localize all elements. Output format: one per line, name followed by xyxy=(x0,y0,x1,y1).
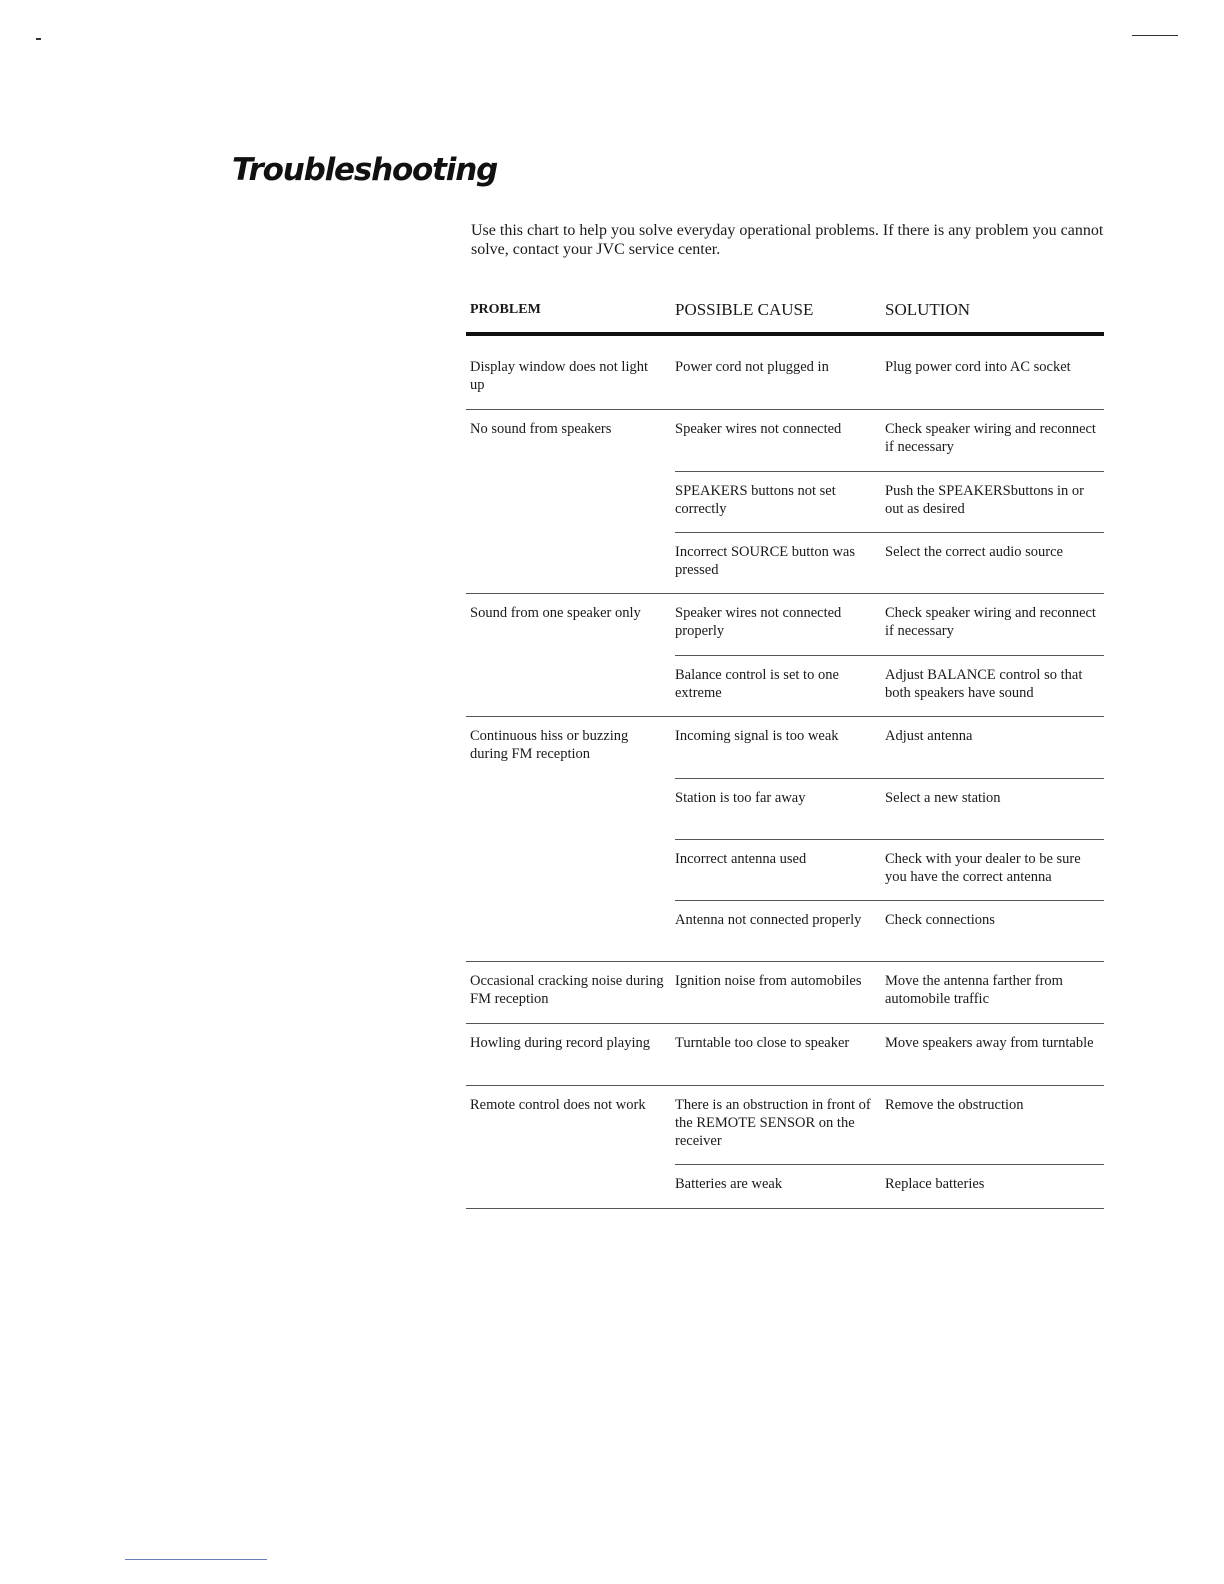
scan-mark-left xyxy=(36,38,41,40)
solution-cell: Plug power cord into AC socket xyxy=(885,359,1071,375)
solution-cell: Remove the obstruction xyxy=(885,1097,1024,1113)
problem-cell: Remote control does not work xyxy=(470,1097,646,1113)
problem-cell: Continuous hiss or buzzing during FM reception xyxy=(470,728,629,762)
cause-cell: Balance control is set to one extreme xyxy=(675,667,839,701)
solution-cell: Move the antenna farther from automobile traffic xyxy=(885,973,1063,1007)
cause-row xyxy=(675,778,1104,839)
solution-cell: Select the correct audio source xyxy=(885,544,1063,560)
cause-cell: Turntable too close to speaker xyxy=(675,1035,850,1051)
problem-cell: Occasional cracking noise during FM reception xyxy=(470,973,664,1007)
solution-cell: Check speaker wiring and reconnect if necessary xyxy=(885,421,1096,455)
solution-cell: Push the SPEAKERSbuttons in or out as desired xyxy=(885,483,1084,517)
cause-row xyxy=(675,471,1104,532)
solution-cell: Adjust antenna xyxy=(885,728,973,744)
cause-row xyxy=(675,1086,1104,1164)
table-row xyxy=(466,348,1104,410)
cause-row xyxy=(675,1024,1104,1085)
table-row xyxy=(466,1086,1104,1209)
cause-cell: Batteries are weak xyxy=(675,1176,783,1192)
cause-row xyxy=(675,900,1104,961)
cause-cell: Incoming signal is too weak xyxy=(675,728,839,744)
table-row xyxy=(466,410,1104,594)
cause-row xyxy=(675,532,1104,593)
intro-paragraph: Use this chart to help you solve everyday operational problems. If there is any problem you cannot solve, contact your JVC service center. xyxy=(471,222,1104,258)
cause-row xyxy=(675,1164,1104,1208)
problem-cell: No sound from speakers xyxy=(470,421,612,437)
cause-cell: Power cord not plugged in xyxy=(675,359,829,375)
table-row xyxy=(466,594,1104,717)
cause-cell: Ignition noise from automobiles xyxy=(675,973,862,989)
table-row xyxy=(466,1024,1104,1086)
solution-cell: Check with your dealer to be sure you have the correct antenna xyxy=(885,851,1081,885)
table-header xyxy=(466,300,1104,332)
header-rule xyxy=(466,332,1104,336)
table-row xyxy=(466,962,1104,1024)
header-possible-cause: POSSIBLE CAUSE xyxy=(675,300,814,319)
cause-cell: Speaker wires not connected properly xyxy=(675,605,842,639)
page-title: Troubleshooting xyxy=(232,152,498,188)
header-problem: PROBLEM xyxy=(470,302,541,317)
problem-cell: Sound from one speaker only xyxy=(470,605,641,621)
cause-cell: Speaker wires not connected xyxy=(675,421,842,437)
cause-row xyxy=(675,410,1104,471)
cause-cell: Station is too far away xyxy=(675,790,806,806)
cause-row xyxy=(675,594,1104,655)
solution-cell: Adjust BALANCE control so that both speakers have sound xyxy=(885,667,1083,701)
header-solution: SOLUTION xyxy=(885,300,970,319)
cause-cell: SPEAKERS buttons not set correctly xyxy=(675,483,836,517)
cause-row xyxy=(675,717,1104,778)
problem-cell: Display window does not light up xyxy=(470,359,649,393)
table-row xyxy=(466,717,1104,962)
solution-cell: Move speakers away from turntable xyxy=(885,1035,1094,1051)
scan-mark-bottom xyxy=(125,1559,267,1560)
solution-cell: Select a new station xyxy=(885,790,1001,806)
problem-cell: Howling during record playing xyxy=(470,1035,651,1051)
cause-cell: Incorrect antenna used xyxy=(675,851,807,867)
troubleshooting-table xyxy=(466,300,1104,1209)
cause-row xyxy=(675,655,1104,716)
solution-cell: Check speaker wiring and reconnect if necessary xyxy=(885,605,1096,639)
cause-cell: There is an obstruction in front of the REMOTE SENSOR on the receiver xyxy=(675,1097,871,1149)
scan-mark-right xyxy=(1132,35,1178,36)
cause-row xyxy=(675,839,1104,900)
cause-row xyxy=(675,962,1104,1023)
solution-cell: Replace batteries xyxy=(885,1176,985,1192)
solution-cell: Check connections xyxy=(885,912,995,928)
cause-cell: Incorrect SOURCE button was pressed xyxy=(675,544,856,578)
cause-row xyxy=(675,348,1104,409)
cause-cell: Antenna not connected properly xyxy=(675,912,862,928)
